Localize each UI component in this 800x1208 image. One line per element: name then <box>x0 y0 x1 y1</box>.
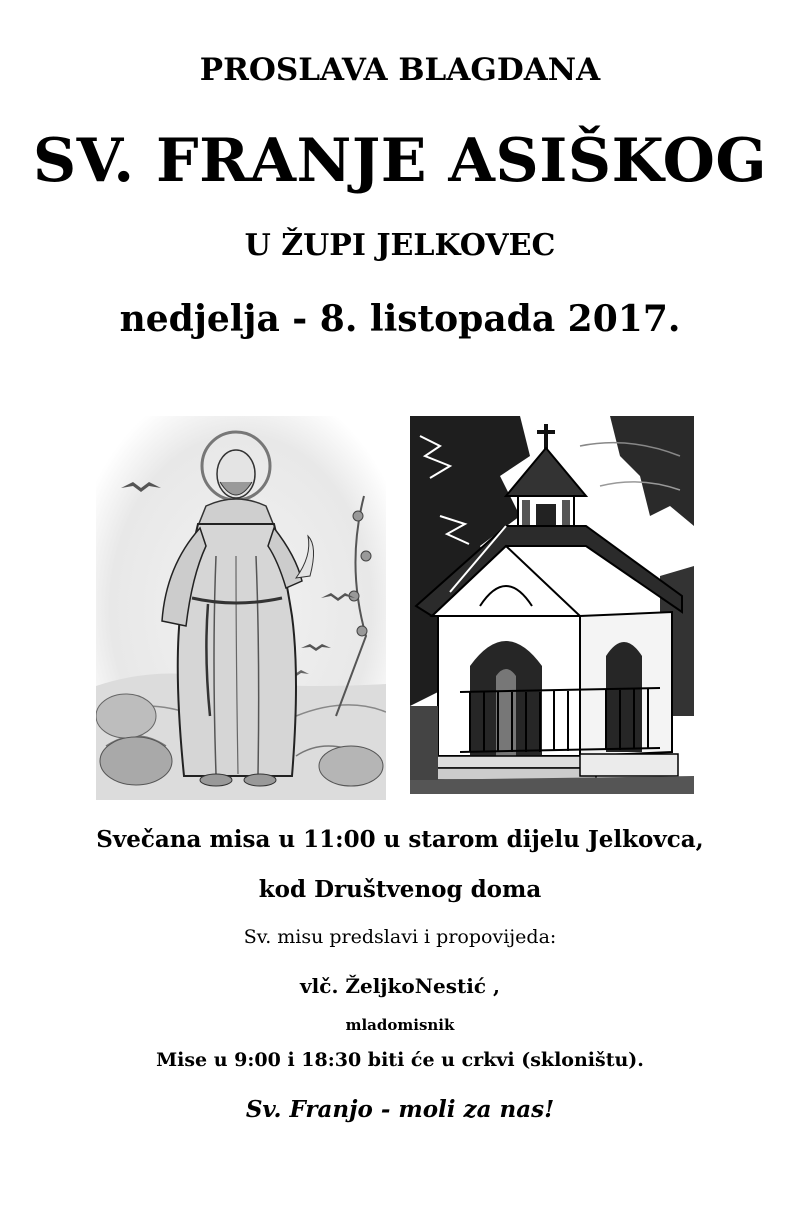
presider-name: vlč. ŽeljkoNestić , <box>300 974 500 998</box>
closing-prayer: Sv. Franjo - moli za nas! <box>245 1096 555 1123</box>
presider-title: mladomisnik <box>345 1016 455 1034</box>
event-date: nedjelja - 8. listopada 2017. <box>119 298 681 340</box>
other-masses-info: Mise u 9:00 i 18:30 biti će u crkvi (skloništu). <box>156 1049 644 1071</box>
parish-line: U ŽUPI JELKOVEC <box>244 228 556 263</box>
saint-francis-illustration <box>96 416 386 800</box>
chapel-illustration <box>410 416 694 794</box>
mass-info-line1: Svečana misa u 11:00 u starom dijelu Jelkovca, <box>96 826 704 853</box>
presider-intro: Sv. misu predslavi i propovijeda: <box>243 926 557 948</box>
event-title-saint: SV. FRANJE ASIŠKOG <box>32 126 768 196</box>
event-title-line1: PROSLAVA BLAGDANA <box>199 52 601 88</box>
mass-info-line2: kod Društvenog doma <box>258 876 542 903</box>
